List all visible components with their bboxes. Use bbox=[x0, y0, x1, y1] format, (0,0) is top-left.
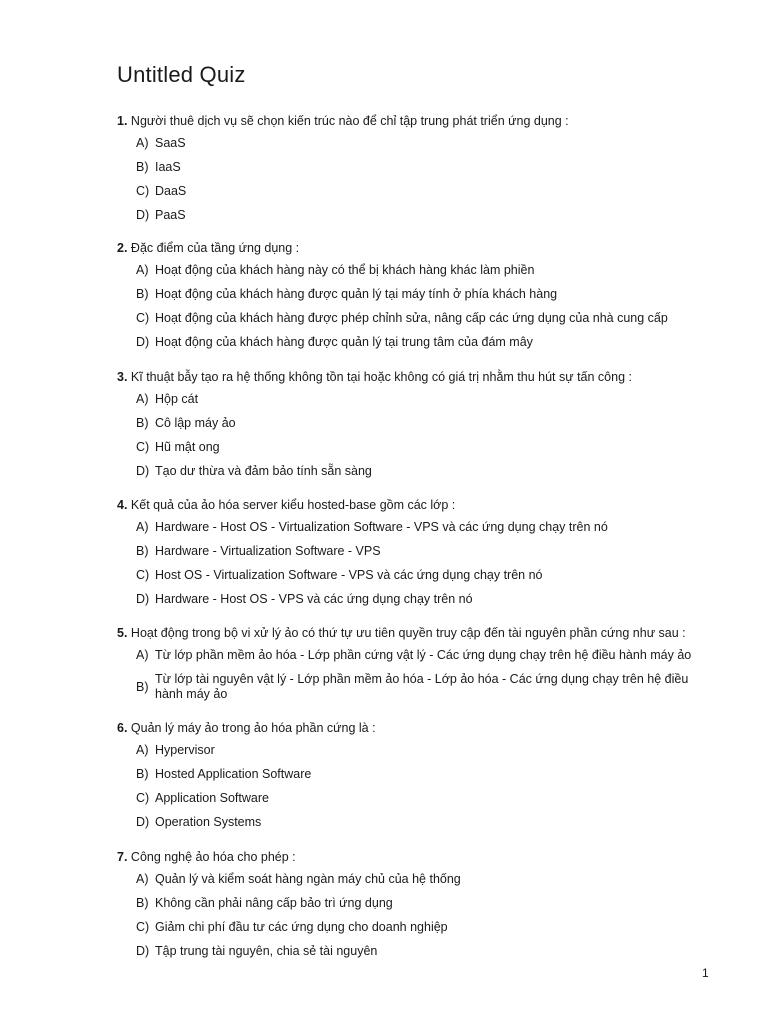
option-text: Cô lập máy ảo bbox=[155, 416, 236, 430]
option-letter: D) bbox=[136, 944, 150, 958]
option-a bbox=[136, 872, 717, 887]
option-list bbox=[117, 648, 712, 702]
question-prompt: Kĩ thuật bẫy tạo ra hệ thống không tồn tại hoặc không có giá trị nhằm thu hút sự tấn công : bbox=[130, 370, 632, 384]
option-c bbox=[136, 440, 717, 455]
option-text: PaaS bbox=[155, 208, 186, 222]
page-title: Untitled Quiz bbox=[117, 62, 246, 87]
option-text: Application Software bbox=[155, 791, 269, 805]
question-prompt: Công nghệ ảo hóa cho phép : bbox=[130, 850, 296, 864]
option-c bbox=[136, 568, 717, 583]
question-3 bbox=[117, 369, 717, 479]
option-letter: B) bbox=[136, 767, 149, 781]
option-text: Giảm chi phí đầu tư các ứng dụng cho doanh nghiệp bbox=[155, 920, 448, 934]
option-text: Hoạt động của khách hàng được quản lý tại máy tính ở phía khách hàng bbox=[155, 287, 558, 301]
page-number: 1 bbox=[702, 966, 709, 980]
option-letter: C) bbox=[136, 568, 150, 582]
option-text: Hoạt động của khách hàng được quản lý tại trung tâm của đám mây bbox=[155, 335, 533, 349]
question-prompt: Kết quả của ảo hóa server kiểu hosted-base gồm các lớp : bbox=[130, 498, 456, 512]
option-a bbox=[136, 392, 717, 407]
option-a bbox=[136, 648, 712, 663]
question-number: 6. bbox=[117, 721, 128, 735]
question-number: 3. bbox=[117, 370, 128, 384]
option-letter: D) bbox=[136, 335, 150, 349]
option-d bbox=[136, 464, 717, 479]
question-prompt: Quản lý máy ảo trong ảo hóa phần cứng là : bbox=[130, 721, 376, 735]
option-b bbox=[136, 160, 717, 175]
question-text bbox=[117, 240, 717, 256]
option-d bbox=[136, 335, 717, 350]
option-d bbox=[136, 815, 717, 830]
option-text: Không cần phải nâng cấp bảo trì ứng dụng bbox=[155, 896, 393, 910]
option-letter: B) bbox=[136, 544, 149, 558]
option-text: Hardware - Virtualization Software - VPS bbox=[155, 544, 381, 558]
option-letter: A) bbox=[136, 743, 149, 757]
question-text bbox=[117, 497, 717, 513]
option-b bbox=[136, 672, 712, 702]
question-1 bbox=[117, 113, 717, 223]
question-prompt: Hoạt động trong bộ vi xử lý ảo có thứ tự ưu tiên quyền truy cập đến tài nguyên phần cứng như sau : bbox=[130, 626, 686, 640]
option-letter: C) bbox=[136, 184, 150, 198]
option-d bbox=[136, 944, 717, 959]
option-letter: C) bbox=[136, 311, 150, 325]
option-letter: B) bbox=[136, 896, 149, 910]
option-text: Quản lý và kiểm soát hàng ngàn máy chủ của hệ thống bbox=[155, 872, 461, 886]
option-c bbox=[136, 184, 717, 199]
option-text: IaaS bbox=[155, 160, 181, 174]
question-number: 2. bbox=[117, 241, 128, 255]
option-b bbox=[136, 767, 717, 782]
option-b bbox=[136, 287, 717, 302]
option-letter: A) bbox=[136, 648, 149, 662]
option-c bbox=[136, 791, 717, 806]
option-b bbox=[136, 416, 717, 431]
option-text: Tập trung tài nguyên, chia sẻ tài nguyên bbox=[155, 944, 378, 958]
option-c bbox=[136, 311, 717, 326]
option-a bbox=[136, 136, 717, 151]
option-letter: C) bbox=[136, 791, 150, 805]
option-list bbox=[117, 520, 717, 607]
question-number: 1. bbox=[117, 114, 128, 128]
option-text: Hộp cát bbox=[155, 392, 199, 406]
option-a bbox=[136, 263, 717, 278]
option-letter: A) bbox=[136, 263, 149, 277]
option-letter: C) bbox=[136, 440, 150, 454]
option-text: Host OS - Virtualization Software - VPS và các ứng dụng chạy trên nó bbox=[155, 568, 543, 582]
question-prompt: Đặc điểm của tầng ứng dụng : bbox=[130, 241, 300, 255]
question-number: 5. bbox=[117, 626, 128, 640]
question-6 bbox=[117, 720, 717, 830]
option-list bbox=[117, 136, 717, 223]
option-list bbox=[117, 743, 717, 830]
option-text: SaaS bbox=[155, 136, 186, 150]
option-letter: B) bbox=[136, 160, 149, 174]
option-list bbox=[117, 263, 717, 350]
question-4 bbox=[117, 497, 717, 607]
option-text: Hosted Application Software bbox=[155, 767, 312, 781]
question-2 bbox=[117, 240, 717, 350]
question-number: 7. bbox=[117, 850, 128, 864]
option-letter: A) bbox=[136, 520, 149, 534]
option-letter: B) bbox=[136, 416, 149, 430]
option-text: Hypervisor bbox=[155, 743, 215, 757]
option-letter: D) bbox=[136, 815, 150, 829]
question-text bbox=[117, 625, 712, 641]
question-7 bbox=[117, 849, 717, 959]
option-text: Tạo dư thừa và đảm bảo tính sẵn sàng bbox=[155, 464, 372, 478]
option-list bbox=[117, 392, 717, 479]
option-letter: B) bbox=[136, 679, 149, 694]
question-5 bbox=[117, 625, 712, 702]
option-b bbox=[136, 544, 717, 559]
question-text bbox=[117, 113, 717, 129]
option-letter: A) bbox=[136, 136, 149, 150]
option-c bbox=[136, 920, 717, 935]
question-text bbox=[117, 720, 717, 736]
option-a bbox=[136, 520, 717, 535]
question-text bbox=[117, 369, 717, 385]
option-text: Hũ mật ong bbox=[155, 440, 220, 454]
option-letter: A) bbox=[136, 872, 149, 886]
option-b bbox=[136, 896, 717, 911]
option-letter: D) bbox=[136, 592, 150, 606]
option-text: Hoạt động của khách hàng được phép chỉnh sửa, nâng cấp các ứng dụng của nhà cung cấp bbox=[155, 311, 668, 325]
option-text: Từ lớp tài nguyên vật lý - Lớp phần mềm ảo hóa - Lớp ảo hóa - Các ứng dụng chạy trên hệ điều hành máy ảo bbox=[155, 672, 689, 701]
option-list bbox=[117, 872, 717, 959]
question-text bbox=[117, 849, 717, 865]
option-text: Hoạt động của khách hàng này có thể bị khách hàng khác làm phiền bbox=[155, 263, 535, 277]
option-text: Hardware - Host OS - Virtualization Software - VPS và các ứng dụng chạy trên nó bbox=[155, 520, 608, 534]
option-letter: D) bbox=[136, 464, 150, 478]
option-text: Hardware - Host OS - VPS và các ứng dụng chạy trên nó bbox=[155, 592, 473, 606]
option-text: Operation Systems bbox=[155, 815, 262, 829]
option-a bbox=[136, 743, 717, 758]
option-letter: C) bbox=[136, 920, 150, 934]
option-d bbox=[136, 592, 717, 607]
option-letter: A) bbox=[136, 392, 149, 406]
option-text: DaaS bbox=[155, 184, 187, 198]
option-d bbox=[136, 208, 717, 223]
question-prompt: Người thuê dịch vụ sẽ chọn kiến trúc nào để chỉ tập trung phát triển ứng dụng : bbox=[130, 114, 569, 128]
option-letter: D) bbox=[136, 208, 150, 222]
option-text: Từ lớp phần mềm ảo hóa - Lớp phần cứng vật lý - Các ứng dụng chạy trên hệ điều hành máy ảo bbox=[155, 648, 692, 662]
option-letter: B) bbox=[136, 287, 149, 301]
question-number: 4. bbox=[117, 498, 128, 512]
